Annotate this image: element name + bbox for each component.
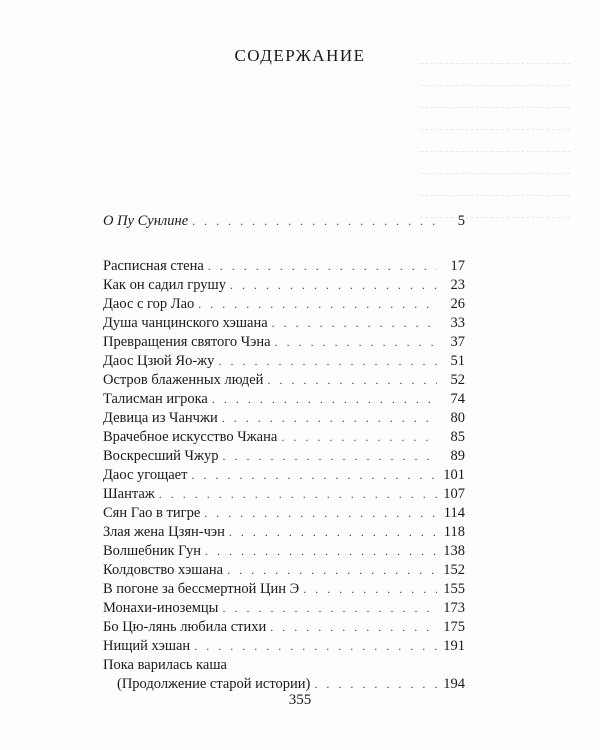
toc-entry-title: Сян Гао в тигре: [103, 504, 204, 523]
dot-leader: [230, 276, 437, 295]
toc-entry-title: В погоне за бессмертной Цин Э: [103, 580, 303, 599]
toc-entry-page: 23: [450, 277, 465, 293]
toc-entry-page: 26: [450, 296, 465, 312]
toc-entry-page: 175: [443, 619, 465, 635]
toc-entry: [103, 333, 465, 352]
toc-entry: [103, 618, 465, 637]
page-title: СОДЕРЖАНИЕ: [234, 46, 366, 65]
toc-entry: [103, 212, 465, 231]
toc-entry: [103, 542, 465, 561]
toc-entry-title: Даос угощает: [103, 466, 191, 485]
toc-entry-page: 85: [450, 429, 465, 445]
toc-entry: [103, 314, 465, 333]
page-number: 355: [288, 692, 312, 708]
toc-entry-title: О Пу Сунлине: [103, 212, 192, 231]
toc-entry-page: 114: [443, 505, 465, 521]
toc-entry-title: Девица из Чанчжи: [103, 409, 222, 428]
toc-entry-page: 152: [443, 562, 465, 578]
toc-entry-title: Волшебник Гун: [103, 542, 205, 561]
toc-entry-page: 155: [443, 581, 465, 597]
toc-entry-title: Нищий хэшан: [103, 637, 194, 656]
dot-leader: [281, 428, 437, 447]
toc-entry-title: Шантаж: [103, 485, 159, 504]
dot-leader: [212, 390, 437, 409]
toc-entry-title: Бо Цю-лянь любила стихи: [103, 618, 270, 637]
toc-entry-title: Даос с гор Лао: [103, 295, 198, 314]
toc-entry-title: Воскресший Чжур: [103, 447, 223, 466]
toc-entry: [103, 523, 465, 542]
toc-entry-title: Монахи-иноземцы: [103, 599, 222, 618]
toc-entry-page: 194: [443, 676, 465, 692]
toc-entry-page: 33: [450, 315, 465, 331]
toc-entry: [103, 580, 465, 599]
dot-leader: [159, 485, 437, 504]
toc-entry-title: Превращения святого Чэна: [103, 333, 275, 352]
toc-entry-page: 51: [450, 353, 465, 369]
dot-leader: [229, 523, 437, 542]
toc-entry-page: 80: [450, 410, 465, 426]
dot-leader: [222, 409, 437, 428]
toc-entry-page: 107: [443, 486, 465, 502]
dot-leader: [208, 257, 437, 276]
toc-entry: [103, 295, 465, 314]
toc-entry: [103, 428, 465, 447]
toc-entry-title: Душа чанцинского хэшана: [103, 314, 272, 333]
toc-entry-page: 138: [443, 543, 465, 559]
toc-entry-page: 101: [443, 467, 465, 483]
dot-leader: [275, 333, 437, 352]
dot-leader: [270, 618, 437, 637]
toc-entry: [103, 409, 465, 428]
dot-leader: [222, 599, 437, 618]
table-of-contents: [103, 212, 465, 694]
toc-entry: [103, 371, 465, 390]
toc-entry-page: 52: [450, 372, 465, 388]
bleed-through-text: [420, 44, 570, 234]
toc-entry: [103, 390, 465, 409]
toc-entry-title: Как он садил грушу: [103, 276, 230, 295]
toc-entry-title: Талисман игрока: [103, 390, 212, 409]
toc-entry: [103, 656, 465, 675]
toc-entry-page: 89: [450, 448, 465, 464]
toc-entry-page: 191: [443, 638, 465, 654]
dot-leader: [267, 371, 437, 390]
toc-entry-title-continuation: (Продолжение старой истории): [117, 675, 314, 694]
toc-entry: [103, 504, 465, 523]
toc-entry: [103, 447, 465, 466]
dot-leader: [227, 561, 437, 580]
dot-leader: [191, 466, 437, 485]
toc-entry: [103, 485, 465, 504]
toc-entry-title: Даос Цзюй Яо-жу: [103, 352, 218, 371]
toc-entry: [103, 466, 465, 485]
toc-entry: [103, 637, 465, 656]
toc-entry-title: Остров блаженных людей: [103, 371, 267, 390]
toc-entry-title: Колдовство хэшана: [103, 561, 227, 580]
toc-entry: [103, 599, 465, 618]
dot-leader: [272, 314, 437, 333]
dot-leader: [204, 504, 437, 523]
toc-entry-page: 5: [457, 213, 465, 229]
dot-leader: [218, 352, 437, 371]
toc-entry-title: Расписная стена: [103, 257, 208, 276]
toc-entry-page: 173: [443, 600, 465, 616]
toc-entry-page: 37: [450, 334, 465, 350]
dot-leader: [303, 580, 437, 599]
dot-leader: [194, 637, 437, 656]
toc-entry: [103, 276, 465, 295]
toc-entry: [103, 352, 465, 371]
toc-entry-page: 17: [450, 258, 465, 274]
toc-entry-title: Злая жена Цзян-чэн: [103, 523, 229, 542]
toc-entry: [103, 257, 465, 276]
dot-leader: [192, 212, 437, 231]
toc-entry-title: Врачебное искусство Чжана: [103, 428, 281, 447]
dot-leader: [205, 542, 437, 561]
toc-entry: [103, 561, 465, 580]
toc-entry-page: 118: [443, 524, 465, 540]
toc-entry-title: Пока варилась каша: [103, 657, 227, 673]
toc-entry-page: 74: [450, 391, 465, 407]
dot-leader: [223, 447, 438, 466]
dot-leader: [198, 295, 437, 314]
